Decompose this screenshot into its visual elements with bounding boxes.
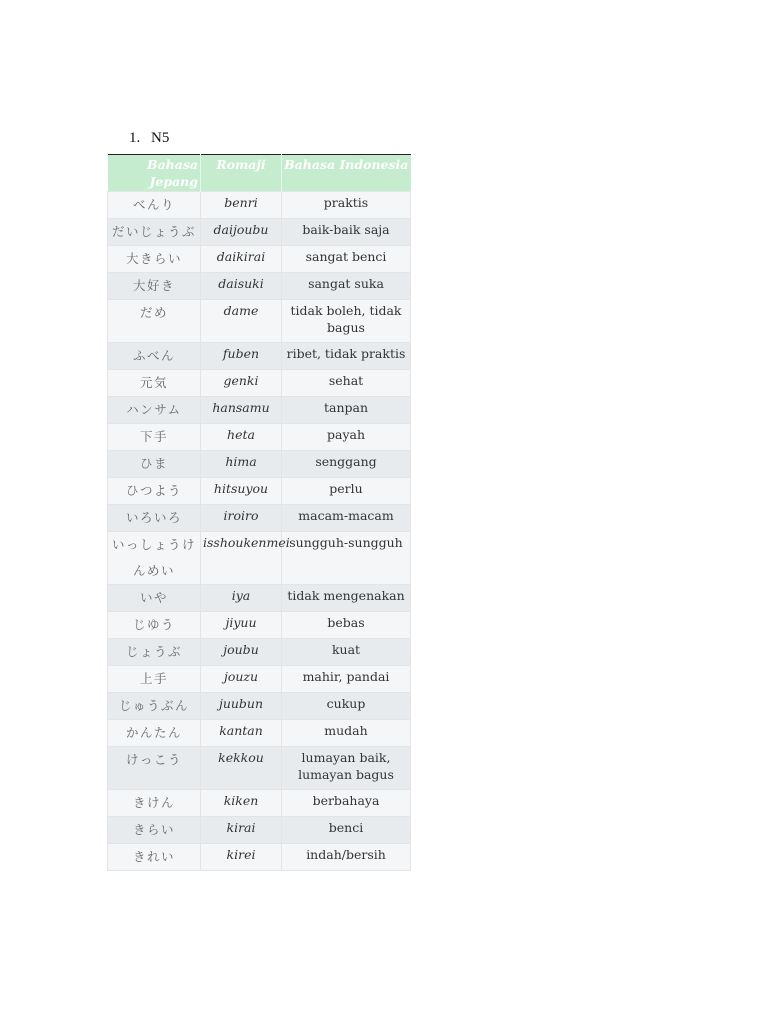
- cell-japanese: いや: [108, 585, 201, 612]
- cell-indonesian: sungguh-sungguh: [282, 532, 411, 585]
- cell-japanese: だめ: [108, 300, 201, 343]
- cell-indonesian: tidak boleh, tidak bagus: [282, 300, 411, 343]
- cell-romaji: daikirai: [201, 246, 282, 273]
- list-heading: [129, 130, 169, 147]
- cell-romaji: iya: [201, 585, 282, 612]
- table-row: [108, 720, 411, 747]
- vocabulary-table: [107, 154, 411, 871]
- cell-romaji: heta: [201, 424, 282, 451]
- cell-romaji: iroiro: [201, 505, 282, 532]
- table-row: [108, 343, 411, 370]
- cell-japanese: じゅうぶん: [108, 693, 201, 720]
- cell-indonesian: benci: [282, 817, 411, 844]
- table-row: [108, 817, 411, 844]
- table-row: [108, 273, 411, 300]
- list-number: 1.: [129, 130, 141, 146]
- cell-romaji: kiken: [201, 790, 282, 817]
- table-row: [108, 693, 411, 720]
- cell-indonesian: mudah: [282, 720, 411, 747]
- cell-japanese: かんたん: [108, 720, 201, 747]
- table-row: [108, 585, 411, 612]
- cell-romaji: jiyuu: [201, 612, 282, 639]
- cell-japanese: べんり: [108, 192, 201, 219]
- cell-japanese: だいじょうぶ: [108, 219, 201, 246]
- table-header-row: [108, 155, 411, 192]
- cell-japanese: ひま: [108, 451, 201, 478]
- cell-romaji: hansamu: [201, 397, 282, 424]
- cell-indonesian: lumayan baik, lumayan bagus: [282, 747, 411, 790]
- table-row: [108, 246, 411, 273]
- cell-japanese: じゆう: [108, 612, 201, 639]
- table-row: [108, 747, 411, 790]
- cell-indonesian: perlu: [282, 478, 411, 505]
- cell-romaji: joubu: [201, 639, 282, 666]
- cell-romaji: genki: [201, 370, 282, 397]
- cell-romaji: kirei: [201, 844, 282, 871]
- table-body: [108, 192, 411, 871]
- cell-indonesian: payah: [282, 424, 411, 451]
- cell-indonesian: tidak mengenakan: [282, 585, 411, 612]
- cell-japanese: きけん: [108, 790, 201, 817]
- table-row: [108, 844, 411, 871]
- cell-indonesian: ribet, tidak praktis: [282, 343, 411, 370]
- table-row: [108, 192, 411, 219]
- table-row: [108, 505, 411, 532]
- table-row: [108, 451, 411, 478]
- cell-indonesian: mahir, pandai: [282, 666, 411, 693]
- cell-romaji: daijoubu: [201, 219, 282, 246]
- cell-indonesian: baik-baik saja: [282, 219, 411, 246]
- cell-romaji: fuben: [201, 343, 282, 370]
- header-japanese: Bahasa Jepang: [108, 155, 201, 192]
- cell-japanese: じょうぶ: [108, 639, 201, 666]
- cell-indonesian: indah/bersih: [282, 844, 411, 871]
- cell-japanese: いっしょうけんめい: [108, 532, 201, 585]
- cell-japanese: けっこう: [108, 747, 201, 790]
- cell-indonesian: tanpan: [282, 397, 411, 424]
- cell-indonesian: praktis: [282, 192, 411, 219]
- table-row: [108, 639, 411, 666]
- cell-japanese: ひつよう: [108, 478, 201, 505]
- cell-japanese: きらい: [108, 817, 201, 844]
- table-row: [108, 666, 411, 693]
- table-row: [108, 478, 411, 505]
- cell-romaji: daisuki: [201, 273, 282, 300]
- table-row: [108, 300, 411, 343]
- cell-japanese: いろいろ: [108, 505, 201, 532]
- cell-romaji: hitsuyou: [201, 478, 282, 505]
- cell-japanese: 大好き: [108, 273, 201, 300]
- cell-japanese: 大きらい: [108, 246, 201, 273]
- cell-indonesian: cukup: [282, 693, 411, 720]
- cell-japanese: 上手: [108, 666, 201, 693]
- cell-indonesian: senggang: [282, 451, 411, 478]
- heading-text: N5: [151, 130, 170, 146]
- cell-romaji: isshoukenmei: [201, 532, 282, 585]
- cell-japanese: ハンサム: [108, 397, 201, 424]
- table-row: [108, 397, 411, 424]
- table-row: [108, 532, 411, 585]
- cell-romaji: dame: [201, 300, 282, 343]
- cell-romaji: benri: [201, 192, 282, 219]
- cell-indonesian: bebas: [282, 612, 411, 639]
- table-row: [108, 219, 411, 246]
- cell-indonesian: sehat: [282, 370, 411, 397]
- table-row: [108, 612, 411, 639]
- cell-romaji: kantan: [201, 720, 282, 747]
- cell-indonesian: sangat suka: [282, 273, 411, 300]
- cell-indonesian: sangat benci: [282, 246, 411, 273]
- cell-japanese: 下手: [108, 424, 201, 451]
- cell-romaji: kekkou: [201, 747, 282, 790]
- table-row: [108, 424, 411, 451]
- table-row: [108, 370, 411, 397]
- header-romaji: Romaji: [201, 155, 282, 192]
- cell-indonesian: macam-macam: [282, 505, 411, 532]
- cell-romaji: hima: [201, 451, 282, 478]
- cell-romaji: juubun: [201, 693, 282, 720]
- cell-romaji: jouzu: [201, 666, 282, 693]
- cell-indonesian: kuat: [282, 639, 411, 666]
- cell-romaji: kirai: [201, 817, 282, 844]
- cell-japanese: 元気: [108, 370, 201, 397]
- cell-japanese: きれい: [108, 844, 201, 871]
- cell-indonesian: berbahaya: [282, 790, 411, 817]
- header-indonesian: Bahasa Indonesia: [284, 157, 409, 172]
- table-row: [108, 790, 411, 817]
- cell-japanese: ふべん: [108, 343, 201, 370]
